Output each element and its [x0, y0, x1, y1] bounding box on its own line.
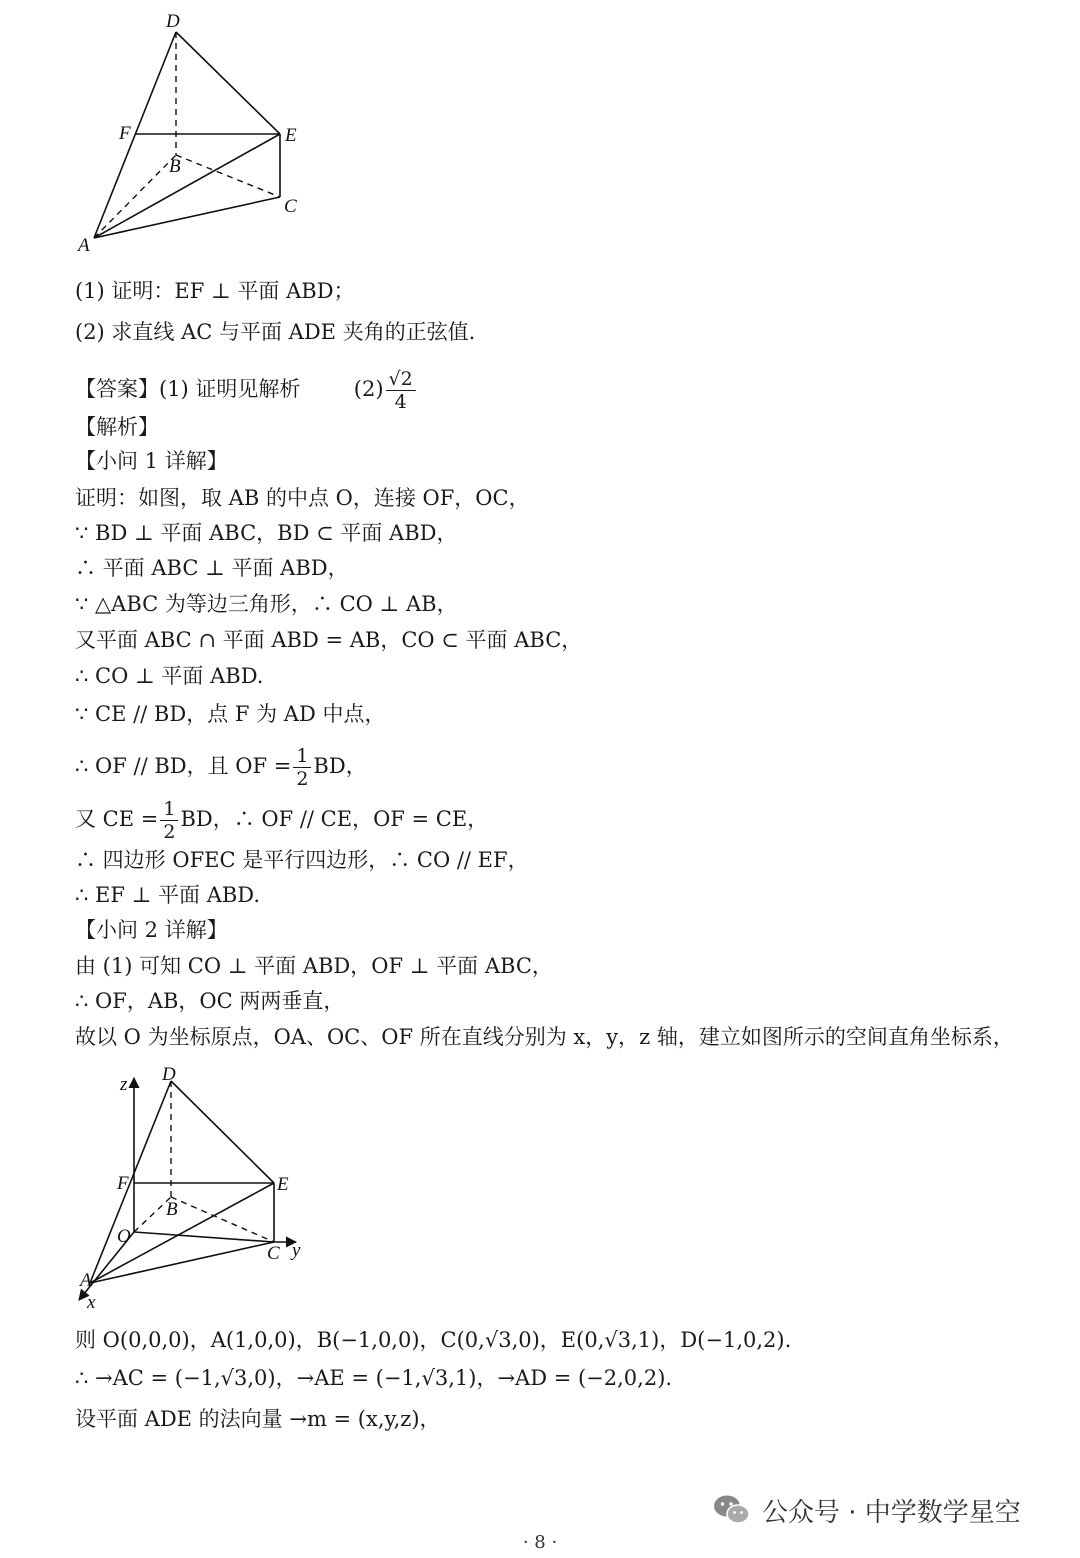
analysis-heading: 【解析】: [75, 415, 159, 439]
label-E: E: [285, 125, 297, 146]
label-C: C: [267, 1243, 280, 1264]
normal-vector-line: 设平面 ADE 的法向量 →m = (x,y,z)，: [75, 1407, 441, 1431]
axis-label-z: z: [120, 1074, 128, 1095]
solution-line-2: ∴ OF，AB，OC 两两垂直，: [75, 989, 345, 1013]
question-1: (1) 证明：EF ⊥ 平面 ABD；: [75, 279, 355, 303]
label-F: F: [117, 1173, 129, 1194]
watermark-text: 公众号 · 中学数学星空: [762, 1497, 1021, 1528]
coordinates-line: 则 O(0,0,0)，A(1,0,0)，B(−1,0,0)，C(0,√3,0)，E(0,√3,1)，D(−1,0,2).: [75, 1328, 792, 1352]
axis-label-y: y: [292, 1240, 301, 1261]
proof-line-11: ∴ EF ⊥ 平面 ABD.: [75, 883, 261, 907]
proof-line-10: ∴ 四边形 OFEC 是平行四边形，∴ CO // EF，: [75, 848, 529, 872]
label-O: O: [117, 1226, 131, 1247]
answer-fraction: $\frac{√2}{4}$: [386, 368, 416, 413]
proof-line-7: ∵ CE // BD，点 F 为 AD 中点，: [75, 702, 386, 726]
label-A: A: [80, 1270, 92, 1291]
proof-line-5: 又平面 ABC ∩ 平面 ABD = AB，CO ⊂ 平面 ABC，: [75, 628, 583, 652]
proof-line-8: ∴ OF // BD，且 OF = $\frac{1}{2}$ BD，: [75, 745, 367, 790]
figure-pyramid: [70, 5, 330, 260]
label-F: F: [119, 123, 131, 144]
sub-question-2-heading: 【小问 2 详解】: [75, 918, 228, 942]
sub-question-1-heading: 【小问 1 详解】: [75, 449, 228, 473]
axis-label-x: x: [87, 1292, 96, 1313]
proof-line-3: ∴ 平面 ABC ⊥ 平面 ABD，: [75, 556, 349, 580]
proof-line-1: 证明：如图，取 AB 的中点 O，连接 OF，OC，: [75, 486, 530, 510]
answer-line: [75, 368, 418, 413]
label-E: E: [277, 1174, 289, 1195]
figure-coordinate-system: [70, 1058, 340, 1318]
proof-line-4: ∵ △ABC 为等边三角形，∴ CO ⊥ AB，: [75, 592, 458, 616]
vectors-line: ∴ →AC = (−1,√3,0)，→AE = (−1,√3,1)，→AD = (−2,0,2).: [75, 1366, 673, 1390]
label-B: B: [169, 156, 181, 177]
answer-part1: 【答案】(1) 证明见解析: [75, 377, 301, 401]
label-A: A: [78, 235, 90, 256]
solution-line-1: 由 (1) 可知 CO ⊥ 平面 ABD，OF ⊥ 平面 ABC，: [75, 954, 553, 978]
figure-pyramid-svg: [70, 5, 330, 260]
label-C: C: [284, 196, 297, 217]
figure-coordinate-svg: [70, 1058, 340, 1318]
proof-line-9: 又 CE = $\frac{1}{2}$ BD，∴ OF // CE，OF = CE，: [75, 798, 489, 843]
label-D: D: [166, 11, 180, 32]
page-number: · 8 ·: [522, 1532, 558, 1553]
proof-line-6: ∴ CO ⊥ 平面 ABD.: [75, 664, 264, 688]
fraction-half: $\frac{1}{2}$: [293, 745, 311, 790]
label-D: D: [162, 1064, 176, 1085]
fraction-half: $\frac{1}{2}$: [160, 798, 178, 843]
wechat-icon: [712, 1493, 752, 1527]
proof-line-2: ∵ BD ⊥ 平面 ABC，BD ⊂ 平面 ABD，: [75, 521, 458, 545]
watermark: [712, 1492, 1021, 1528]
question-2: (2) 求直线 AC 与平面 ADE 夹角的正弦值.: [75, 320, 476, 344]
label-B: B: [166, 1199, 178, 1220]
solution-line-3: 故以 O 为坐标原点，OA、OC、OF 所在直线分别为 x，y，z 轴，建立如图所示的空间直角坐标系，: [75, 1025, 1014, 1049]
answer-part2-prefix: (2): [353, 377, 384, 401]
